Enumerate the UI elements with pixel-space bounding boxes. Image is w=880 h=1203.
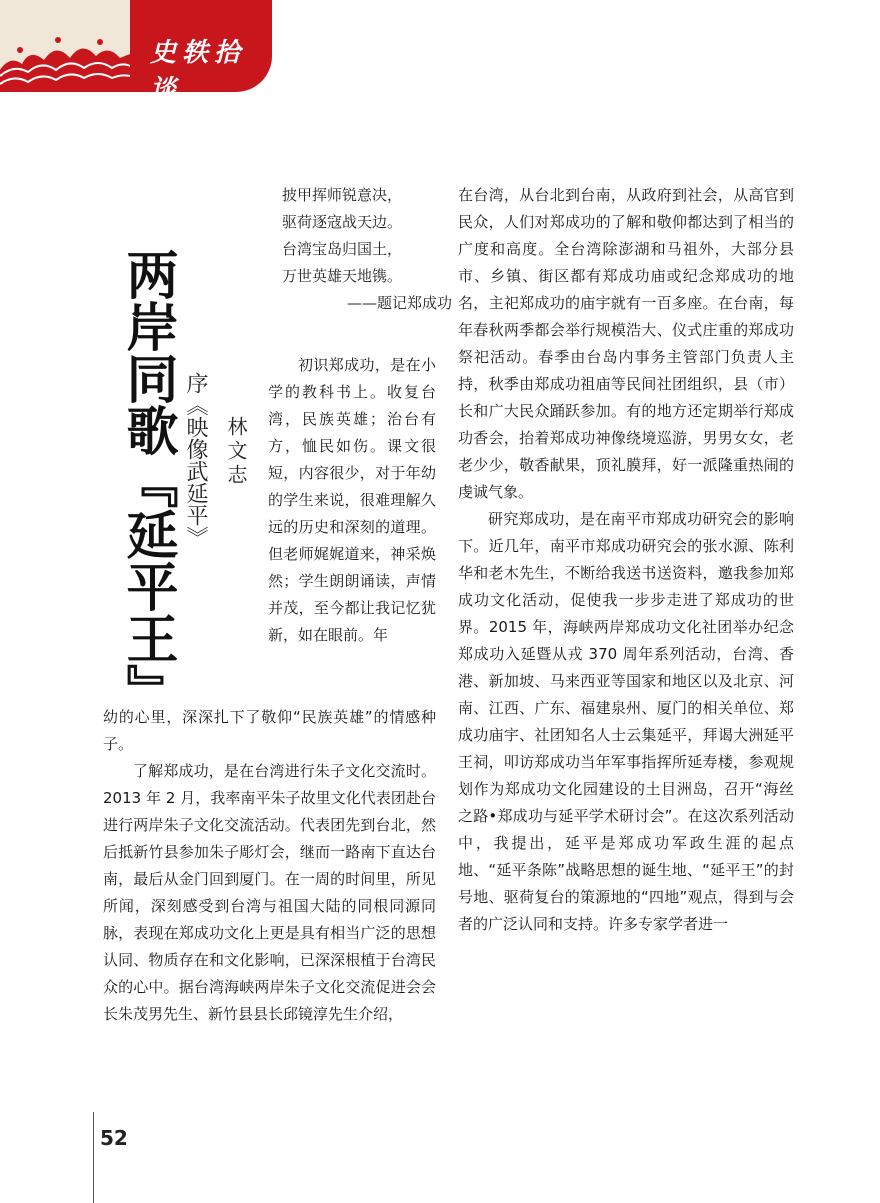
section-header	[0, 0, 272, 105]
poem-line: 万世英雄天地镌。	[282, 267, 403, 285]
body-column-left	[103, 704, 436, 1028]
poem-line: 台湾宝岛归国土，	[282, 240, 403, 258]
poem-attribution: ——题记郑成功	[346, 294, 452, 312]
article-subtitle: 序《映像武延平》	[183, 372, 208, 548]
section-title: 史轶拾谈	[150, 38, 247, 105]
body-paragraph: 幼的心里，深深扎下了敬仰“民族英雄”的情感种子。	[103, 708, 436, 753]
page-number: 52	[100, 1126, 128, 1150]
poem-line: 披甲挥师锐意决，	[282, 186, 403, 204]
body-paragraph: 研究郑成功，是在南平市郑成功研究会的影响下。近几年，南平市郑成功研究会的张水源、陈利华和老木先生，不断给我送书送资料，邀我参加郑成功文化活动，促使我一步步走进了郑成功的世界。2015 年，海峡两岸郑成功文化社团举办纪念郑成功入延暨从戎 370 周年系列活动，台湾、香港、新加坡、马来西亚等国家和地区以及北京、河南、江西、广东、福建泉州、厦门的相关单位、郑成功庙宇、社团知名人士云集延平，拜谒大洲延平王祠，叩访郑成功当年军事指挥所延寿楼，参观规划作为郑成功文化园建设的土目洲岛，召开“海丝之路•郑成功与延平学术研讨会”。在这次系列活动中，我提出，延平是郑成功军政生涯的起点地、“延平条陈”战略思想的诞生地、“延平王”的封号地、驱荷复台的策源地的“四地”观点，得到与会者的广泛认同和支持。许多专家学者进一	[458, 510, 794, 933]
epigraph-poem	[282, 182, 452, 317]
wave-pattern-icon	[0, 0, 130, 92]
body-column-wrap	[268, 352, 436, 649]
body-paragraph: 了解郑成功，是在台湾进行朱子文化交流时。2013 年 2 月，我率南平朱子故里文化代表团赴台进行两岸朱子文化交流活动。代表团先到台北，然后抵新竹县参加朱子彫灯会，继而一路南下直达台南，最后从金门回到厦门。在一周的时间里，所见所闻，深刻感受到台湾与祖国大陆的同根同源同脉，表现在郑成功文化上更是具有相当广泛的思想认同、物质存在和文化影响，已深深根植于台湾民众的心中。据台湾海峡两岸朱子文化交流促进会会长朱茂男先生、新竹县县长邱镜淳先生介绍，	[103, 762, 436, 1023]
page-number-rule	[93, 1112, 94, 1203]
body-paragraph: 在台湾，从台北到台南，从政府到社会，从高官到民众，人们对郑成功的了解和敬仰都达到了相当的广度和高度。全台湾除澎湖和马祖外，大部分县市、乡镇、街区都有郑成功庙或纪念郑成功的地名，主祀郑成功的庙宇就有一百多座。在台南，每年春秋两季都会举行规模浩大、仪式庄重的郑成功祭祀活动。春季由台岛内事务主管部门负责人主持，秋季由郑成功祖庙等民间社团组织，县（市）长和广大民众踊跃参加。有的地方还定期举行郑成功香会，抬着郑成功神像绕境巡游，男男女女，老老少少，敬香献果，顶礼膜拜，好一派隆重热闹的虔诚气象。	[458, 186, 794, 501]
body-paragraph: 初识郑成功，是在小学的教科书上。收复台湾，民族英雄；治台有方，恤民如伤。课文很短，内容很少，对于年幼的学生来说，很难理解久远的历史和深刻的道理。但老师娓娓道来，神采焕然；学生朗朗诵读，声情并茂，至今都让我记忆犹新，如在眼前。年	[268, 356, 436, 644]
article-author: 林文志	[224, 416, 248, 488]
body-column-right	[458, 182, 794, 938]
poem-line: 驱荷逐寇战天边。	[282, 213, 403, 231]
article-title: 两岸同歌『延平王』	[117, 248, 177, 716]
